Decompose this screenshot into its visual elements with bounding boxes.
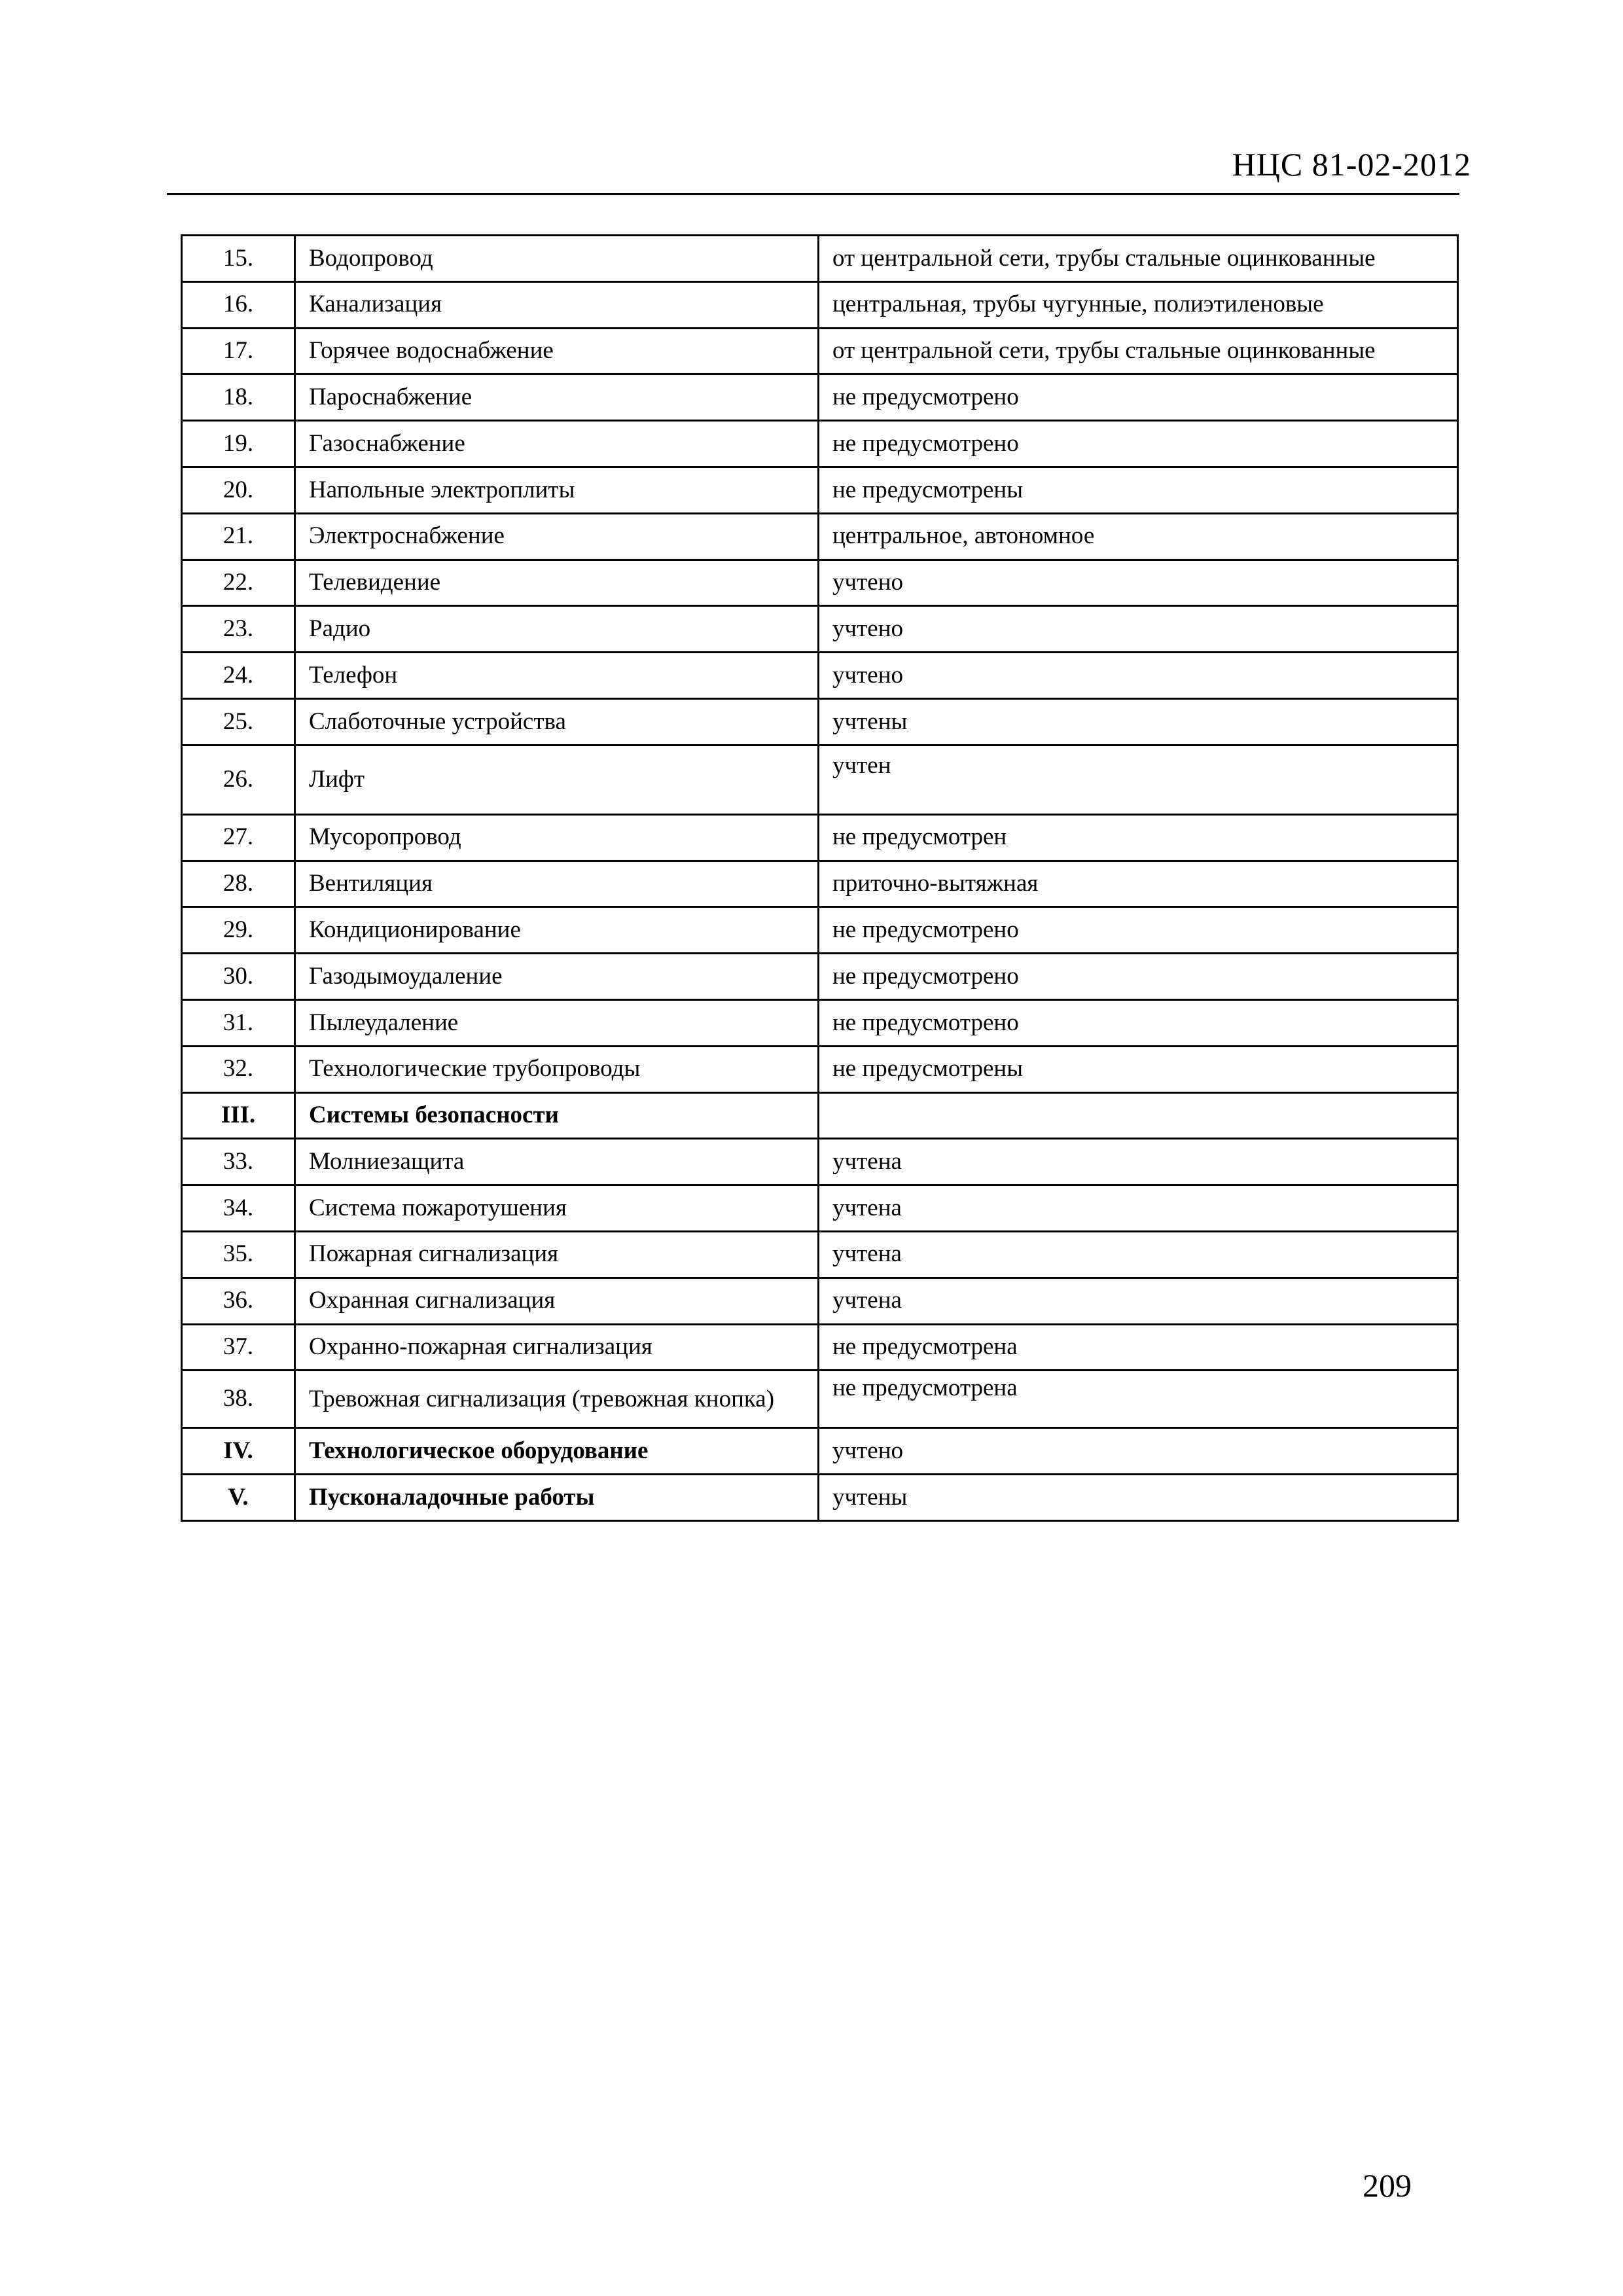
row-number: 37. bbox=[182, 1324, 295, 1371]
specification-table bbox=[181, 234, 1459, 1522]
row-value: не предусмотрено bbox=[819, 999, 1458, 1046]
row-number: 18. bbox=[182, 374, 295, 421]
row-number: 26. bbox=[182, 745, 295, 814]
row-number: 34. bbox=[182, 1185, 295, 1232]
row-name: Кондиционирование bbox=[295, 907, 819, 954]
row-value: учтена bbox=[819, 1278, 1458, 1324]
row-name: Система пожаротушения bbox=[295, 1185, 819, 1232]
row-name: Мусоропровод bbox=[295, 814, 819, 861]
section-title: Технологическое оборудование bbox=[295, 1428, 819, 1475]
table-row bbox=[182, 281, 1458, 328]
row-value: учтено bbox=[819, 1428, 1458, 1475]
row-value: приточно-вытяжная bbox=[819, 861, 1458, 907]
row-value: не предусмотрен bbox=[819, 814, 1458, 861]
row-number: 28. bbox=[182, 861, 295, 907]
row-name: Лифт bbox=[295, 745, 819, 814]
row-value: центральная, трубы чугунные, полиэтиленовые bbox=[819, 281, 1458, 328]
row-name: Пылеудаление bbox=[295, 999, 819, 1046]
row-name: Охранная сигнализация bbox=[295, 1278, 819, 1324]
row-value: учтен bbox=[819, 745, 1458, 814]
row-value: от центральной сети, трубы стальные оцинкованные bbox=[819, 236, 1458, 282]
row-name: Напольные электроплиты bbox=[295, 467, 819, 513]
row-number: 17. bbox=[182, 328, 295, 374]
table-row bbox=[182, 861, 1458, 907]
row-number: 20. bbox=[182, 467, 295, 513]
row-name: Пожарная сигнализация bbox=[295, 1231, 819, 1278]
row-value bbox=[819, 1092, 1458, 1139]
row-name: Водопровод bbox=[295, 236, 819, 282]
row-name: Технологические трубопроводы bbox=[295, 1046, 819, 1092]
row-value: учтено bbox=[819, 606, 1458, 653]
row-name: Электроснабжение bbox=[295, 513, 819, 560]
table-row bbox=[182, 374, 1458, 421]
row-number: 15. bbox=[182, 236, 295, 282]
row-name: Радио bbox=[295, 606, 819, 653]
header-divider bbox=[167, 193, 1459, 195]
section-number: V. bbox=[182, 1475, 295, 1521]
row-name: Газодымоудаление bbox=[295, 954, 819, 1000]
table-row bbox=[182, 236, 1458, 282]
table-row bbox=[182, 745, 1458, 814]
table-row bbox=[182, 606, 1458, 653]
row-value: учтена bbox=[819, 1231, 1458, 1278]
section-number: IV. bbox=[182, 1428, 295, 1475]
section-title: Системы безопасности bbox=[295, 1092, 819, 1139]
table-row bbox=[182, 954, 1458, 1000]
row-value: не предусмотрена bbox=[819, 1371, 1458, 1428]
document-code: НЦС 81-02-2012 bbox=[1232, 146, 1471, 183]
row-number: 32. bbox=[182, 1046, 295, 1092]
row-name: Канализация bbox=[295, 281, 819, 328]
row-number: 38. bbox=[182, 1371, 295, 1428]
row-name: Телефон bbox=[295, 653, 819, 699]
row-number: 24. bbox=[182, 653, 295, 699]
row-name: Телевидение bbox=[295, 560, 819, 606]
row-value: учтена bbox=[819, 1185, 1458, 1232]
table-row bbox=[182, 560, 1458, 606]
row-value: учтено bbox=[819, 653, 1458, 699]
row-number: 25. bbox=[182, 698, 295, 745]
row-name: Газоснабжение bbox=[295, 421, 819, 467]
table-row bbox=[182, 1185, 1458, 1232]
row-number: 30. bbox=[182, 954, 295, 1000]
row-value: учтена bbox=[819, 1139, 1458, 1185]
row-value: не предусмотрено bbox=[819, 954, 1458, 1000]
table-row bbox=[182, 1231, 1458, 1278]
row-number: 36. bbox=[182, 1278, 295, 1324]
section-title: Пусконаладочные работы bbox=[295, 1475, 819, 1521]
table-row bbox=[182, 1046, 1458, 1092]
row-value: центральное, автономное bbox=[819, 513, 1458, 560]
row-number: 16. bbox=[182, 281, 295, 328]
table-row bbox=[182, 698, 1458, 745]
page-number: 209 bbox=[1363, 2167, 1412, 2204]
row-name: Горячее водоснабжение bbox=[295, 328, 819, 374]
table-row bbox=[182, 1324, 1458, 1371]
row-name: Вентиляция bbox=[295, 861, 819, 907]
section-row bbox=[182, 1092, 1458, 1139]
section-row bbox=[182, 1428, 1458, 1475]
table-row bbox=[182, 999, 1458, 1046]
row-value: учтены bbox=[819, 1475, 1458, 1521]
table-row bbox=[182, 653, 1458, 699]
row-value: не предусмотрено bbox=[819, 421, 1458, 467]
table-row bbox=[182, 513, 1458, 560]
row-number: 21. bbox=[182, 513, 295, 560]
table-row bbox=[182, 907, 1458, 954]
table-row bbox=[182, 328, 1458, 374]
row-value: от центральной сети, трубы стальные оцинкованные bbox=[819, 328, 1458, 374]
row-name: Охранно-пожарная сигнализация bbox=[295, 1324, 819, 1371]
table-row bbox=[182, 814, 1458, 861]
table-row bbox=[182, 1278, 1458, 1324]
table-row bbox=[182, 1139, 1458, 1185]
section-row bbox=[182, 1475, 1458, 1521]
row-value: не предусмотрена bbox=[819, 1324, 1458, 1371]
row-value: не предусмотрено bbox=[819, 374, 1458, 421]
table-row bbox=[182, 1371, 1458, 1428]
row-value: учтены bbox=[819, 698, 1458, 745]
table-row bbox=[182, 467, 1458, 513]
row-value: не предусмотрены bbox=[819, 467, 1458, 513]
row-number: 23. bbox=[182, 606, 295, 653]
row-number: 22. bbox=[182, 560, 295, 606]
row-name: Слаботочные устройства bbox=[295, 698, 819, 745]
row-number: 29. bbox=[182, 907, 295, 954]
row-value: учтено bbox=[819, 560, 1458, 606]
row-number: 19. bbox=[182, 421, 295, 467]
section-number: III. bbox=[182, 1092, 295, 1139]
row-name: Тревожная сигнализация (тревожная кнопка) bbox=[295, 1371, 819, 1428]
row-number: 35. bbox=[182, 1231, 295, 1278]
row-number: 33. bbox=[182, 1139, 295, 1185]
row-number: 27. bbox=[182, 814, 295, 861]
row-name: Пароснабжение bbox=[295, 374, 819, 421]
row-name: Молниезащита bbox=[295, 1139, 819, 1185]
table-row bbox=[182, 421, 1458, 467]
row-number: 31. bbox=[182, 999, 295, 1046]
row-value: не предусмотрены bbox=[819, 1046, 1458, 1092]
row-value: не предусмотрено bbox=[819, 907, 1458, 954]
